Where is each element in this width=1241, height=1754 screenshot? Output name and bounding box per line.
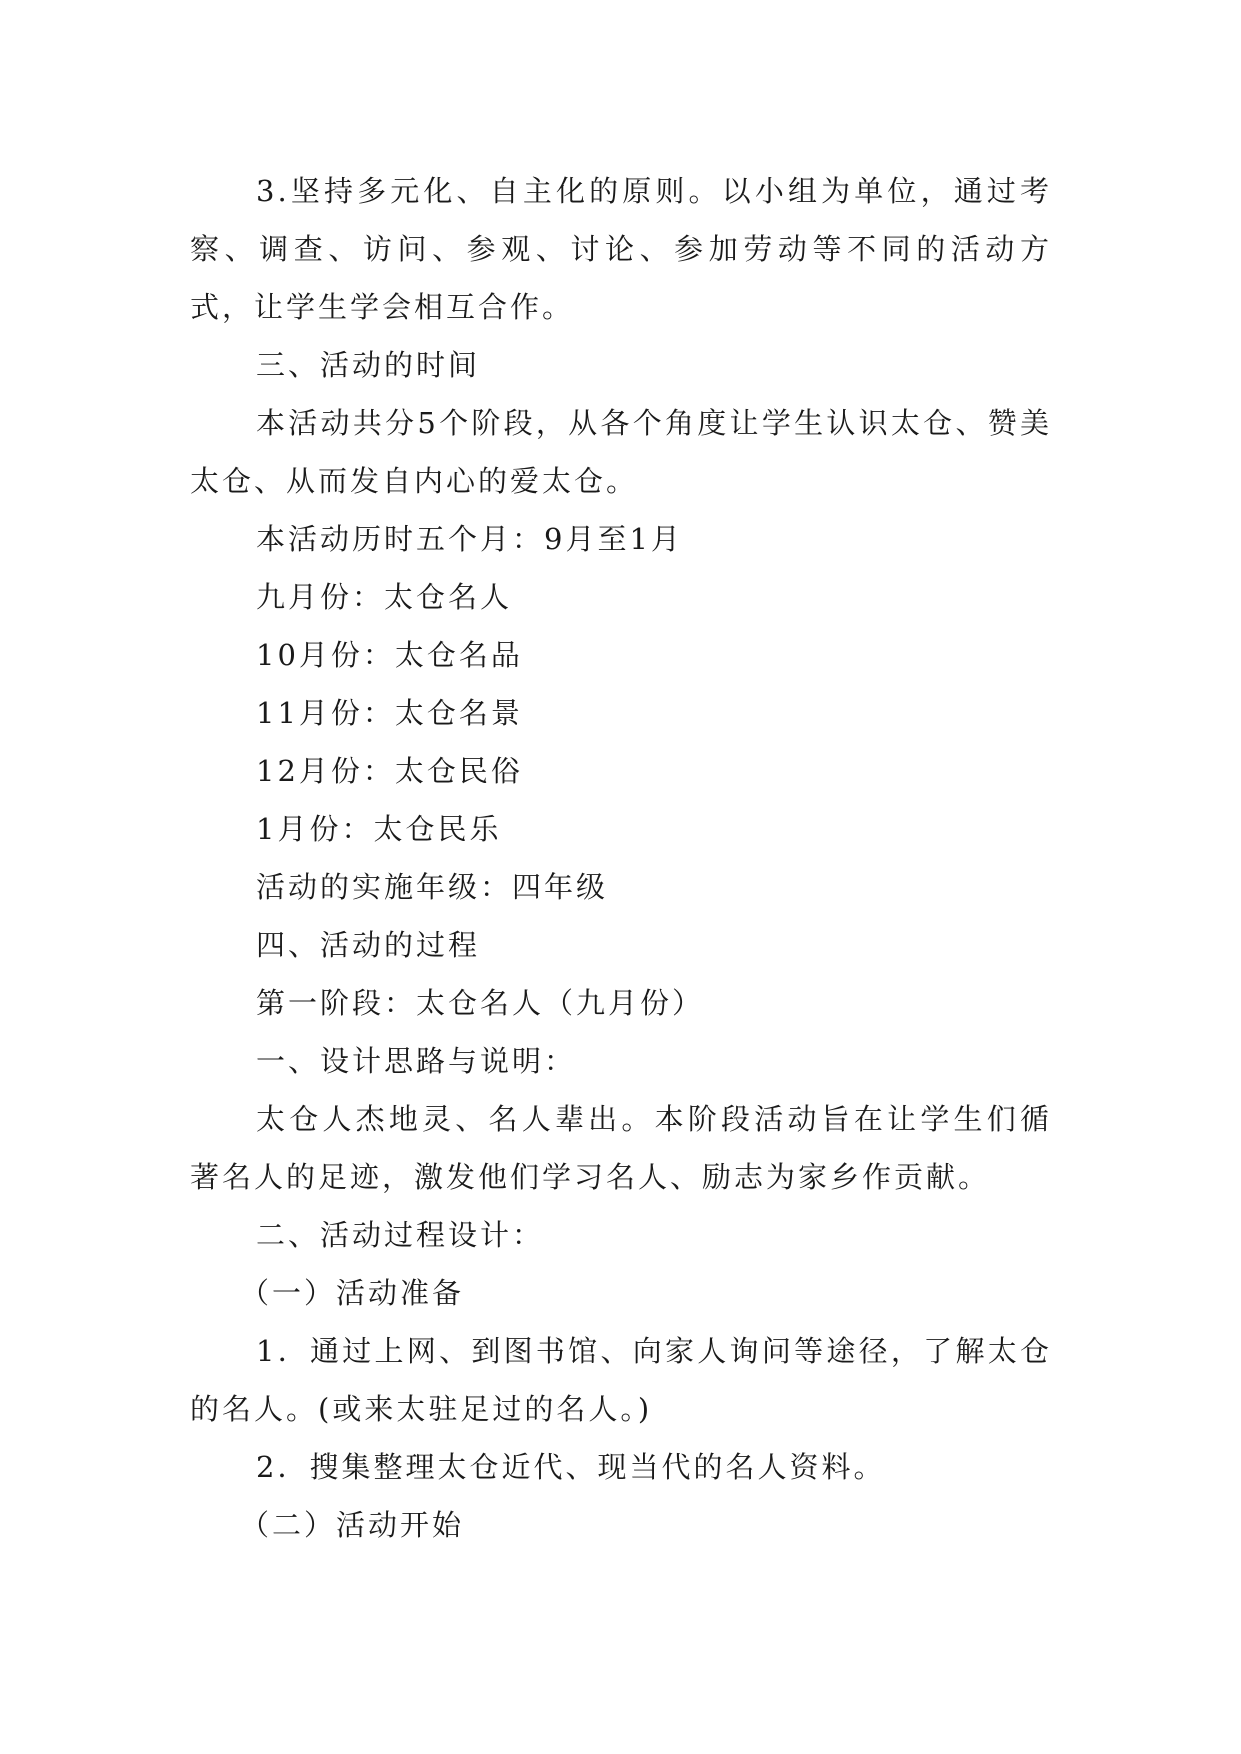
month-item-september: 九月份：太仓名人 (256, 580, 513, 614)
design-heading: 一、设计思路与说明： (256, 1044, 577, 1078)
month-item-november: 11月份：太仓名景 (256, 696, 523, 730)
document-page (190, 162, 1052, 1554)
principle-paragraph: 3.坚持多元化、自主化的原则。以小组为单位，通过考察、调查、访问、参观、讨论、参加劳动等不同的活动方式，让学生学会相互合作。 (190, 174, 1052, 324)
stages-paragraph: 本活动共分5个阶段，从各个角度让学生认识太仓、赞美太仓、从而发自内心的爱太仓。 (190, 406, 1052, 498)
duration-line: 本活动历时五个月：9月至1月 (256, 522, 683, 556)
preparation-heading: （一）活动准备 (240, 1276, 465, 1310)
month-item-october: 10月份：太仓名品 (256, 638, 523, 672)
process-design-heading: 二、活动过程设计： (256, 1218, 545, 1252)
design-paragraph: 太仓人杰地灵、名人辈出。本阶段活动旨在让学生们循著名人的足迹，激发他们学习名人、励志为家乡作贡献。 (190, 1102, 1052, 1194)
activity-start-heading: （二）活动开始 (240, 1508, 465, 1542)
month-item-december: 12月份：太仓民俗 (256, 754, 523, 788)
preparation-item-2: 2．搜集整理太仓近代、现当代的名人资料。 (256, 1450, 886, 1484)
preparation-item-1: 1．通过上网、到图书馆、向家人询问等途径，了解太仓的名人。(或来太驻足过的名人。) (190, 1334, 1052, 1426)
section-heading-process: 四、活动的过程 (256, 928, 481, 962)
grade-line: 活动的实施年级：四年级 (256, 870, 609, 904)
month-item-january: 1月份：太仓民乐 (256, 812, 502, 846)
section-heading-time: 三、活动的时间 (256, 348, 481, 382)
stage-one-heading: 第一阶段：太仓名人（九月份） (256, 986, 705, 1020)
